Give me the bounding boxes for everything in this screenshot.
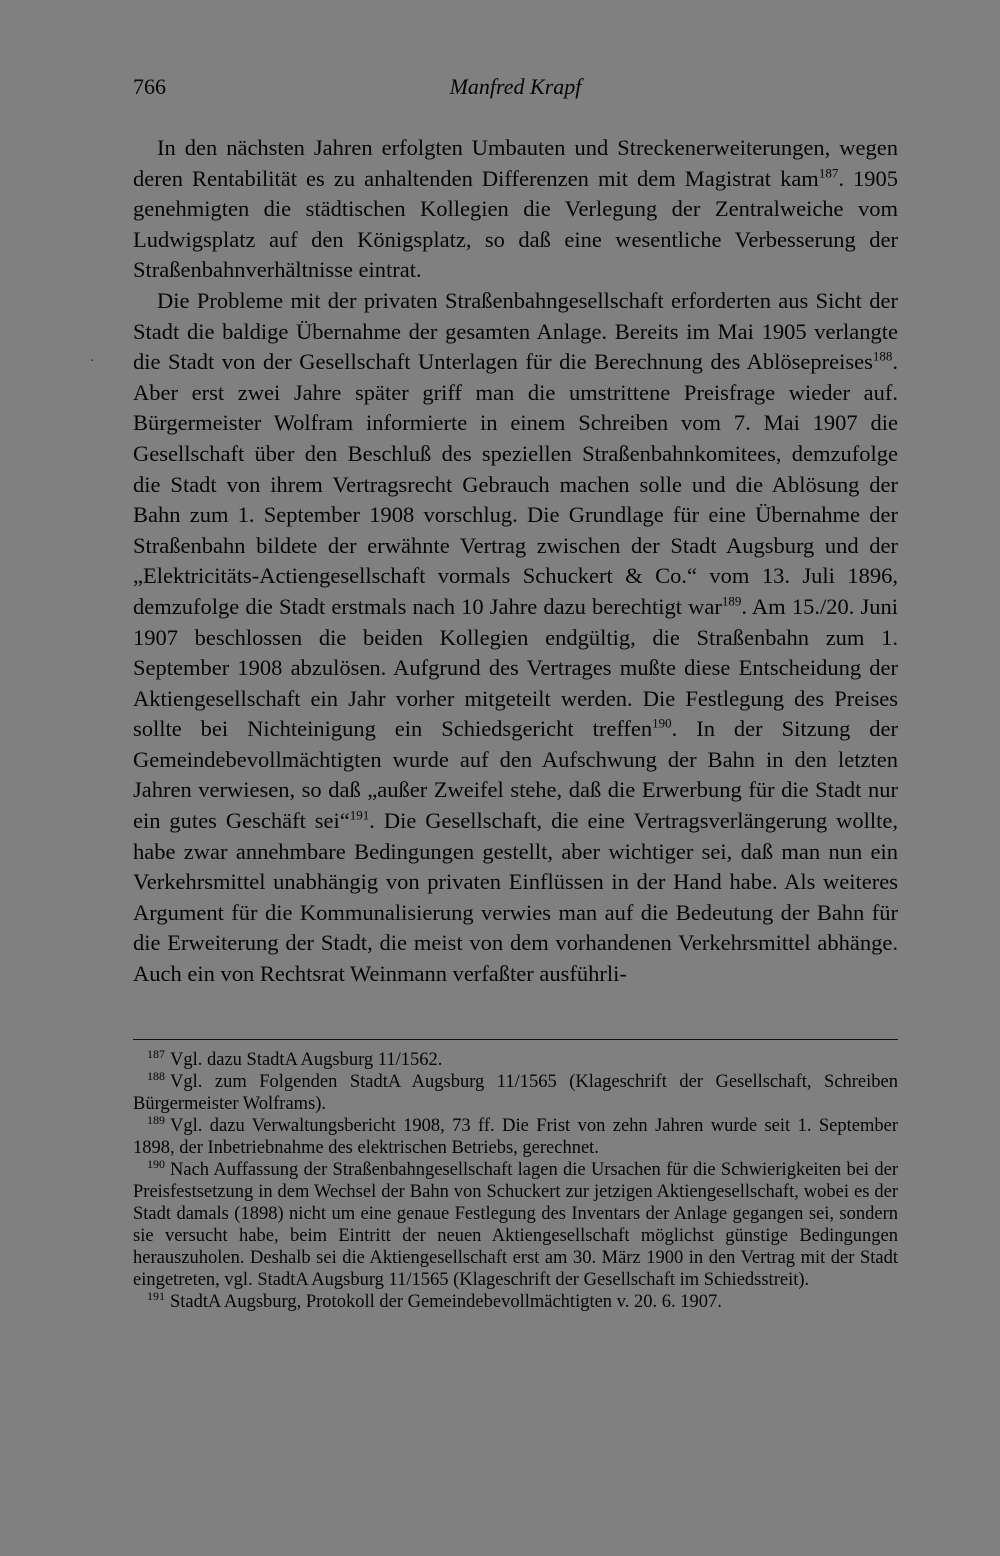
footnote-text: StadtA Augsburg, Protokoll der Gemeindebevollmächtigten v. 20. 6. 1907. — [170, 1292, 722, 1312]
page-header — [133, 74, 898, 106]
footnote-text: Vgl. zum Folgenden StadtA Augsburg 11/1565 (Klageschrift der Gesellschaft, Schreiben Bürgermeister Wolframs). — [133, 1072, 898, 1114]
footnote-number: 189 — [147, 1112, 165, 1127]
footnote-190 — [133, 1156, 898, 1291]
margin-mark: · — [90, 354, 95, 369]
paragraph-2: Die Probleme mit der privaten Straßenbahngesellschaft erforderten aus Sicht der Stadt die baldige Übernahme der gesamten Anlage. Bereits im Mai 1905 verlangte die Stadt von der Gesellschaft Unterlagen für die Berechnung des Ablösepreises$^{188}$. Aber erst zwei Jahre später griff man die umstrittene Preisfrage wieder auf. Bürgermeister Wolfram informierte in einem Schreiben vom 7. Mai 1907 die Gesellschaft über den Beschluß des speziellen Straßenbahnkomitees, demzufolge die Stadt von ihrem Vertragsrecht Gebrauch machen solle und die Ablösung der Bahn zum 1. September 1908 vorschlug. Die Grundlage für eine Übernahme der Straßenbahn bildete der erwähnte Vertrag zwischen der Stadt Augsburg und der „Elektricitäts-Actiengesellschaft vormals Schuckert & Co.“ vom 13. Juli 1896, demzufolge die Stadt erstmals nach 10 Jahre dazu berechtigt war$^{189}$. Am 15./20. Juni 1907 beschlossen die beiden Kollegien endgültig, die Straßenbahn zum 1. September 1908 abzulösen. Aufgrund des Vertrages mußte diese Entscheidung der Aktiengesellschaft ein Jahr vorher mitgeteilt werden. Die Festlegung des Preises sollte bei Nichteinigung ein Schiedsgericht treffen$^{190}$. In der Sitzung der Gemeindebevollmächtigten wurde auf den Aufschwung der Bahn in den letzten Jahren verwiesen, so daß „außer Zweifel stehe, daß die Erwerbung für die Stadt nur ein gutes Geschäft sei“$^{191}$. Die Gesellschaft, die eine Vertragsverlängerung wollte, habe zwar annehmbare Bedingungen gestellt, aber wichtiger sei, daß man nun ein Verkehrsmittel unabhängig von privaten Einflüssen in der Hand habe. Als weiteres Argument für die Kommunalisierung verwies man auf die Bedeutung der Bahn für die Erweiterung der Stadt, die meist von dem vorhandenen Verkehrsmittel abhänge. Auch ein von Rechtsrat Weinmann verfaßter ausführli- — [133, 287, 899, 987]
footnote-text: Vgl. dazu Verwaltungsbericht 1908, 73 ff. Die Frist von zehn Jahren wurde seit 1. September 1898, der Inbetriebnahme des elektrischen Betriebs, gerechnet. — [133, 1116, 898, 1158]
footnote-text: Nach Auffassung der Straßenbahngesellschaft lagen die Ursachen für die Schwierigkeiten bei der Preisfestsetzung in dem Wechsel der Bahn von Schuckert zur jetzigen Aktiengesellschaft, wobei es der Stadt damals (1898) nicht um eine genaue Festlegung des Inventars der Anlage gegangen sei, sondern sie versucht habe, beim Eintritt der neuen Aktiengesellschaft möglichst günstige Bedingungen herauszuholen. Deshalb sei die Aktiengesellschaft erst am 30. März 1900 in den Vertrag mit der Stadt eingetreten, vgl. StadtA Augsburg 11/1565 (Klageschrift der Gesellschaft im Schiedsstreit). — [133, 1160, 898, 1290]
footnote-number: 191 — [147, 1288, 165, 1303]
footnote-number: 190 — [147, 1156, 165, 1171]
main-text — [133, 133, 898, 990]
footnote-ref-188[interactable]: 188 — [872, 348, 893, 364]
footnote-number: 187 — [147, 1046, 165, 1061]
footnote-separator — [133, 1039, 898, 1040]
footnote-189 — [133, 1112, 898, 1159]
footnote-191 — [133, 1288, 898, 1313]
footnote-text: Vgl. dazu StadtA Augsburg 11/1562. — [170, 1050, 443, 1070]
footnote-ref-190[interactable]: 190 — [652, 715, 672, 731]
running-head-author: Manfred Krapf — [449, 74, 582, 99]
page-number: 766 — [133, 74, 166, 99]
footnote-ref-189[interactable]: 189 — [721, 593, 742, 609]
footnotes — [133, 1046, 898, 1313]
footnote-187 — [133, 1046, 898, 1071]
paragraph-1: In den nächsten Jahren erfolgten Umbauten und Streckenerweiterungen, wegen deren Rentabilität es zu anhaltenden Differenzen mit dem Magistrat kam$^{187}$. 1905 genehmigten die städtischen Kollegien die Verlegung der Zentralweiche vom Ludwigsplatz auf den Königsplatz, so daß eine wesentliche Verbesserung der Straßenbahnverhältnisse eintrat. — [133, 135, 898, 283]
footnote-ref-191[interactable]: 191 — [349, 807, 370, 823]
footnote-number: 188 — [147, 1068, 165, 1083]
footnote-188 — [133, 1068, 898, 1115]
footnote-ref-187[interactable]: 187 — [818, 165, 839, 181]
